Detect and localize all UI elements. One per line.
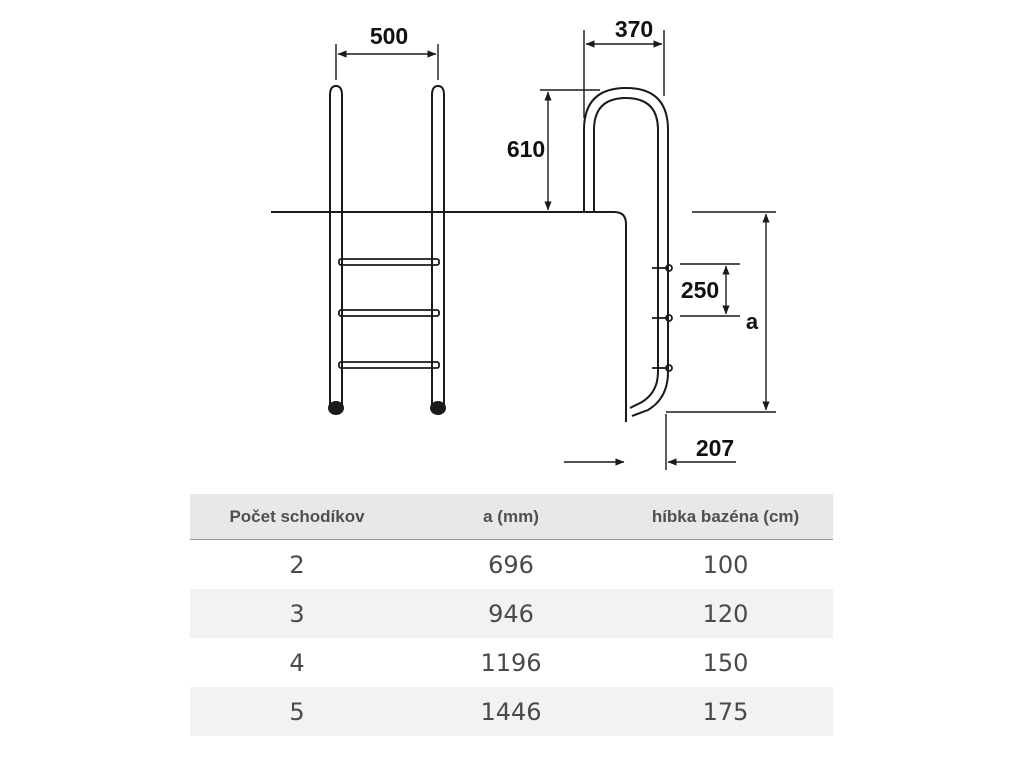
cell-a: 1446 [404,687,618,736]
label-207: 207 [695,435,735,461]
front-view [271,44,614,414]
cell-steps: 2 [289,550,305,579]
header-pool-depth: híbka bazéna (cm) [618,494,833,540]
cell-steps: 4 [289,648,305,677]
cell-depth: 175 [618,687,833,736]
cell-steps: 3 [190,589,404,638]
label-250: 250 [680,277,720,303]
cell-a: 946 [404,589,618,638]
left-rail [329,86,343,414]
label-610: 610 [506,136,546,162]
label-370: 370 [614,16,654,42]
dim-370 [584,30,664,118]
cell-depth: 150 [702,648,749,677]
cell-a: 696 [488,550,534,579]
cell-steps: 5 [190,687,404,736]
dim-610 [540,90,600,210]
pool-wall [576,212,626,422]
side-view [540,30,776,470]
label-a: a [745,309,759,334]
table-row [190,540,833,590]
header-step-count: Počet schodíkov [190,494,404,540]
table-row [190,687,833,736]
table-row [190,589,833,638]
cell-a: 1196 [480,648,542,677]
label-500: 500 [369,23,409,49]
steps-front [339,259,439,368]
header-a-mm: a (mm) [404,494,618,540]
cell-depth: 100 [702,550,749,579]
table-row [190,638,833,687]
step-count-table [190,494,833,736]
dim-a [666,212,776,412]
right-rail [431,86,445,414]
cell-depth: 120 [618,589,833,638]
table-header-row [190,494,833,540]
dim-500 [336,44,438,80]
